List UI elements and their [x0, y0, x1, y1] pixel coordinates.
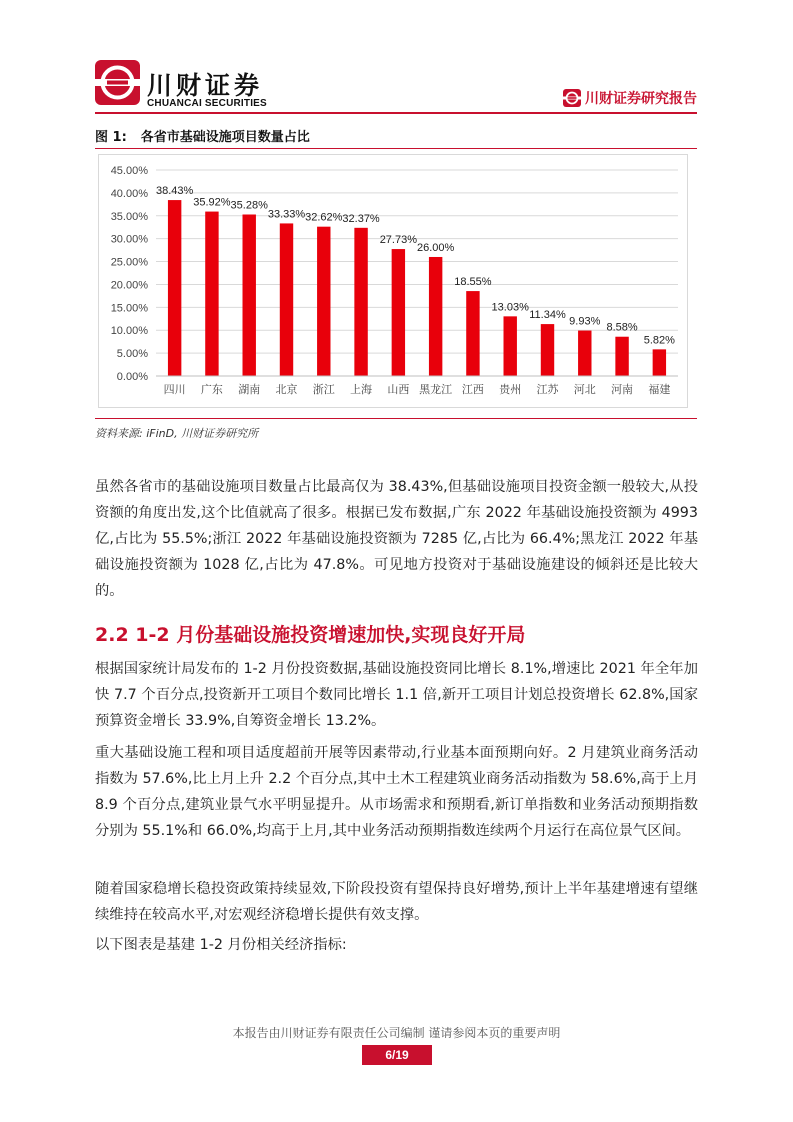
header-divider	[95, 112, 697, 114]
x-tick-label: 北京	[275, 383, 298, 396]
company-logo	[95, 60, 140, 105]
bar-chart	[98, 154, 688, 408]
paragraph-2: 根据国家统计局发布的 1-2 月份投资数据,基础设施投资同比增长 8.1%,增速比 2021 年全年加快 7.7 个百分点,投资新开工项目个数同比增长 1.1 倍,新开工项目计划总投资增长 62.8%,国家预算资金增长 33.9%,自筹资金增长 13.2%。	[95, 661, 698, 729]
y-tick-label: 45.00%	[110, 165, 148, 177]
x-tick-label: 四川	[163, 383, 186, 396]
bar	[615, 337, 628, 376]
brand-name-en: CHUANCAI SECURITIES	[147, 98, 267, 109]
data-label: 26.00%	[416, 241, 455, 254]
report-label	[563, 88, 697, 108]
footer-disclaimer: 本报告由川财证券有限责任公司编制 谨请参阅本页的重要声明	[232, 1026, 561, 1040]
section-title: 2.2 1-2 月份基础设施投资增速加快,实现良好开局	[95, 624, 526, 646]
figure-divider-top	[95, 148, 697, 149]
bar	[578, 331, 591, 376]
bar	[653, 349, 666, 376]
figure-source: 资料来源: iFinD, 川财证券研究所	[95, 427, 259, 440]
y-tick-label: 10.00%	[110, 325, 148, 338]
y-tick-label: 5.00%	[116, 348, 148, 361]
data-label: 35.92%	[193, 196, 231, 209]
bar	[392, 249, 405, 376]
y-tick-label: 30.00%	[110, 233, 148, 246]
x-tick-label: 广东	[200, 383, 223, 396]
x-tick-label: 浙江	[312, 383, 335, 396]
bar	[168, 200, 181, 376]
figure-title	[95, 126, 310, 145]
x-tick-label: 黑龙江	[419, 383, 453, 396]
data-label: 11.34%	[529, 309, 566, 322]
x-tick-label: 河南	[611, 383, 634, 396]
data-label: 5.82%	[643, 334, 675, 347]
data-label: 18.55%	[454, 276, 492, 289]
y-tick-label: 20.00%	[110, 279, 148, 292]
bar	[541, 324, 554, 376]
y-tick-label: 25.00%	[110, 256, 148, 269]
y-tick-label: 15.00%	[110, 302, 148, 315]
y-tick-label: 40.00%	[110, 187, 148, 200]
x-tick-label: 贵州	[499, 383, 522, 396]
data-label: 27.73%	[379, 234, 418, 247]
data-label: 38.43%	[155, 185, 194, 198]
x-tick-label: 江苏	[536, 383, 559, 396]
x-tick-label: 山西	[387, 383, 410, 396]
page-number: 6/19	[362, 1045, 432, 1065]
x-tick-label: 福建	[648, 383, 671, 396]
paragraph-4: 随着国家稳增长稳投资政策持续显效,下阶段投资有望保持良好增势,预计上半年基建增速有望继续维持在较高水平,对宏观经济稳增长提供有效支撑。	[95, 881, 698, 923]
figure-title-text: 各省市基础设施项目数量占比	[140, 130, 310, 145]
data-label: 13.03%	[491, 301, 529, 314]
x-tick-label: 湖南	[238, 383, 261, 396]
bar	[429, 257, 442, 376]
report-logo-icon	[563, 89, 581, 107]
bar-chart-svg	[98, 154, 688, 408]
x-tick-label: 江西	[461, 383, 484, 396]
paragraph-1: 虽然各省市的基础设施项目数量占比最高仅为 38.43%,但基础设施项目投资金额一般较大,从投资额的角度出发,这个比值就高了很多。根据已发布数据,广东 2022 年基础设施投资额为 4993 亿,占比为 55.5%;浙江 2022 年基础设施投资额为 7285 亿,占比为 66.4%;黑龙江 2022 年基础设施投资额为 1028 亿,占比为 47.8%。可见地方投资对于基础设施建设的倾斜还是比较大的。	[95, 479, 698, 599]
bar	[317, 227, 330, 376]
data-label: 9.93%	[569, 315, 601, 328]
data-label: 35.28%	[230, 199, 268, 212]
data-label: 32.37%	[342, 212, 380, 225]
bar	[280, 223, 293, 376]
x-tick-label: 河北	[573, 383, 596, 396]
data-label: 33.33%	[267, 208, 306, 221]
paragraph-5: 以下图表是基建 1-2 月份相关经济指标:	[95, 937, 347, 953]
figure-number: 图 1:	[95, 130, 127, 145]
bar	[504, 316, 517, 376]
bar	[354, 228, 367, 376]
x-tick-label: 上海	[350, 383, 373, 396]
y-tick-label: 35.00%	[110, 210, 148, 223]
y-tick-label: 0.00%	[116, 371, 148, 383]
report-label-text: 川财证券研究报告	[585, 91, 697, 107]
data-label: 32.62%	[305, 211, 343, 224]
figure-divider-bottom	[95, 418, 697, 419]
paragraph-3: 重大基础设施工程和项目适度超前开展等因素带动,行业基本面预期向好。2 月建筑业商务活动指数为 57.6%,比上月上升 2.2 个百分点,其中土木工程建筑业商务活动指数为 58.6%,高于上月 8.9 个百分点,建筑业景气水平明显提升。从市场需求和预期看,新订单指数和业务活动预期指数分别为 55.1%和 66.0%,均高于上月,其中业务活动预期指数连续两个月运行在高位景气区间。	[95, 745, 698, 839]
data-label: 8.58%	[606, 321, 638, 334]
bar	[243, 214, 256, 376]
bar	[466, 291, 479, 376]
brand-name-cn: 川财证券	[147, 71, 264, 100]
bar	[205, 212, 218, 376]
